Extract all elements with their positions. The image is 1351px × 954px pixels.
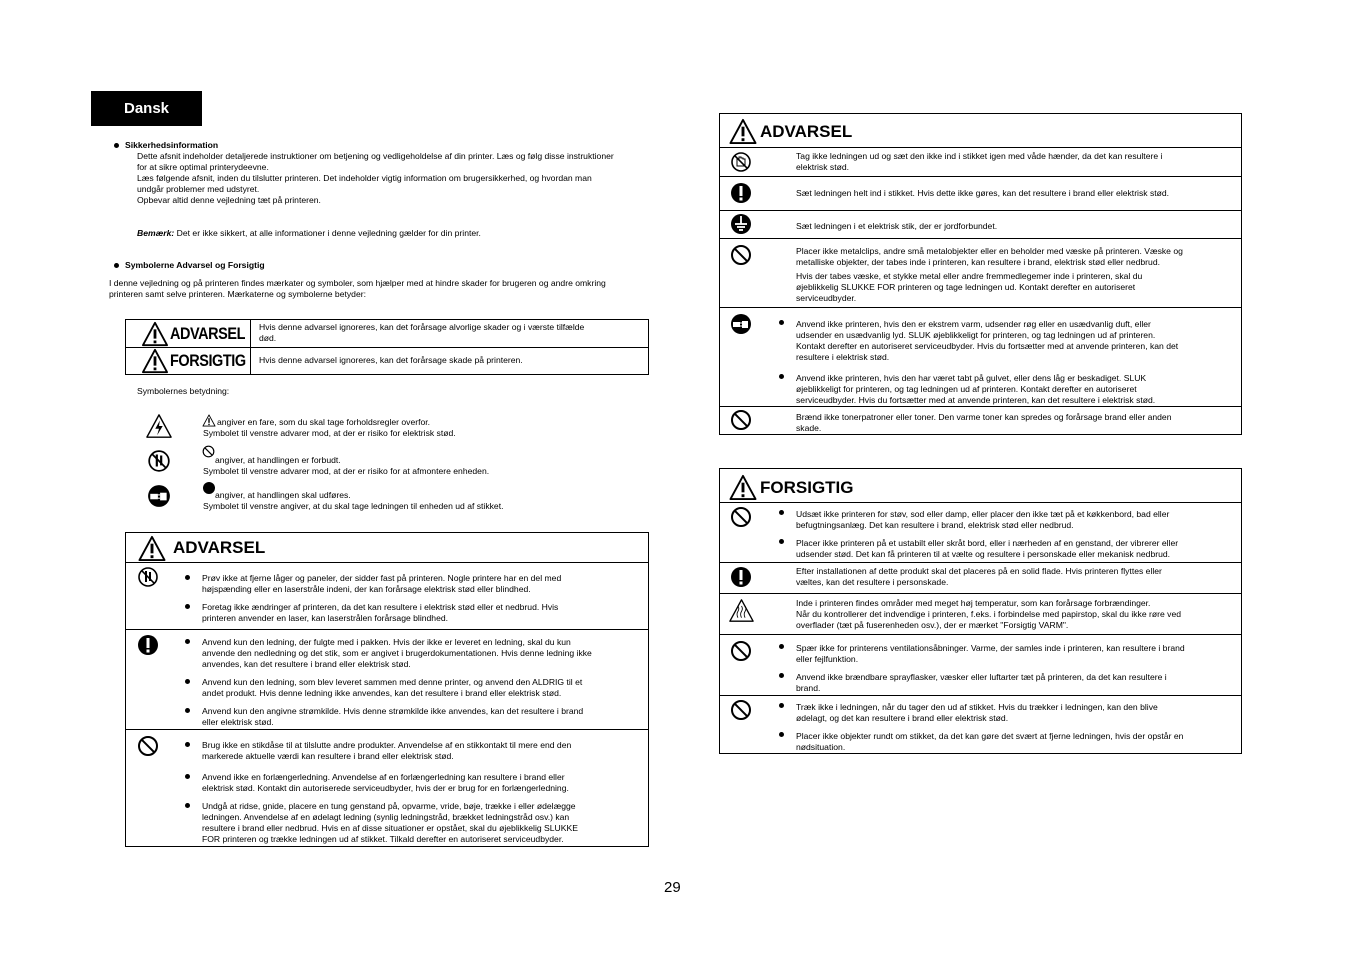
bullet — [185, 803, 190, 808]
warning-item: Tag ikke ledningen ud og sæt den ikke ind i stikket igen med våde hænder, da det kan resultere i elektrisk stød. — [796, 151, 1163, 172]
caution-item: Træk ikke i ledningen, når du tager den ud af stikket. Hvis du trækker i ledningen, kan den blive ødelagt, og det kan resultere i brand eller elektrisk stød. — [796, 702, 1158, 723]
unplug-icon — [147, 484, 171, 508]
prohibition-icon — [730, 640, 752, 662]
divider — [719, 307, 1242, 308]
symbol1-meaning: angiver en fare, som du skal tage forholdsregler overfor. — [217, 417, 431, 427]
bullet — [185, 742, 190, 747]
divider — [719, 238, 1242, 239]
caution-item: Placer ikke printeren på et ustabilt eller skråt bord, eller i nærheden af en genstand, der vibrerer eller udsender stød. Det kan få printeren til at vælte og resultere i personskade eller mekanisk nedbrud. — [796, 538, 1179, 559]
no-disassemble-icon — [147, 449, 171, 473]
warning-item: Anvend ikke en forlængerledning. Anvendelse af en forlængerledning kan resultere i brand eller elektrisk stød. Kontakt din autoriserede serviceudbyder, hvis der er brug for en forlængerledning. — [202, 772, 569, 793]
divider — [719, 562, 1242, 563]
bullet — [185, 679, 190, 684]
bullet — [114, 263, 119, 268]
caution-item: Anvend ikke brændbare sprayflasker, væsker eller luftarter tæt på printeren, da det kan resultere i brand. — [796, 672, 1167, 693]
page-number: 29 — [664, 879, 681, 896]
bullet — [779, 510, 784, 515]
symbol2-description: Symbolet til venstre advarer mod, at der er risiko for at afmontere enheden. — [203, 466, 490, 476]
bullet — [779, 732, 784, 737]
caution-item: Placer ikke objekter rundt om stikket, da det kan gøre det svært at fjerne ledningen, hvis der opstår en nødsituation. — [796, 731, 1184, 752]
symbol3-description: Symbolet til venstre angiver, at du skal tage ledningen til enheden ud af stikket. — [203, 501, 504, 511]
warning-triangle-icon — [728, 118, 758, 145]
warning-triangle-icon — [728, 474, 758, 501]
symbols-meaning-title: Symbolernes betydning: — [137, 386, 230, 396]
warning-item: Anvend ikke printeren, hvis den er ekstrem varm, udsender røg eller en usædvanlig duft, eller udsender en usædvanlig lyd. SLUK øjeblikkeligt for printeren, og tag ledningen ud af printeren. Kontakt derefter en autoriseret serviceudbyder. Hvis du fortsætter med at anvende printeren, kan det resultere i elektrisk stød. — [796, 319, 1179, 362]
prohibition-icon — [730, 506, 752, 528]
bullet — [779, 320, 784, 325]
language-tab: Dansk — [91, 91, 202, 126]
divider — [719, 147, 1242, 148]
warning-item: Anvend kun den ledning, der fulgte med i pakken. Hvis der ikke er leveret en ledning, skal du kun anvende den nedledning og det stik, som er angivet i brugerdokumentationen. Hvis denne ledning ikke anvendes, kan det resultere i brand eller elektrisk stød. — [202, 637, 592, 669]
bullet — [185, 708, 190, 713]
legend-caution-text: Hvis denne advarsel ignoreres, kan det forårsage skade på printeren. — [259, 355, 523, 365]
unplug-icon — [730, 313, 752, 335]
symbol3-meaning: angiver, at handlingen skal udføres. — [215, 490, 351, 500]
warning-item: Foretag ikke ændringer af printeren, da det kan resultere i elektrisk stød eller et nedbrud. Hvis printeren anvender en laser, kan laserstrålen forårsage blindhed. — [202, 602, 559, 623]
bullet — [779, 374, 784, 379]
bullet — [185, 774, 190, 779]
bullet — [779, 539, 784, 544]
symbol2-meaning: angiver, at handlingen er forbudt. — [215, 455, 341, 465]
bullet — [185, 604, 190, 609]
caution-item: Efter installationen af dette produkt skal det placeres på en solid flade. Hvis printeren flyttes eller væltes, kan det resultere i personskade. — [796, 566, 1162, 587]
warning-item: Prøv ikke at fjerne låger og paneler, der sidder fast på printeren. Nogle printere har en del med højspænding eller en laserstråle indeni, der kan forårsage elektrisk stød eller blindhed. — [202, 573, 562, 594]
warning-item: Anvend kun den ledning, som blev leveret sammen med denne printer, og anvend den ALDRIG til et andet produkt. Hvis denne ledning ikke anvendes, kan det resultere i brand eller elektrisk stød. — [202, 677, 583, 698]
warning-triangle-icon — [137, 535, 167, 562]
warning-triangle-icon — [140, 321, 170, 347]
divider — [719, 210, 1242, 211]
bullet — [779, 673, 784, 678]
prohibition-icon — [730, 244, 752, 266]
caution-item: Spær ikke for printerens ventilationsåbninger. Varme, der samles inde i printeren, kan resultere i brand eller fejlfunktion. — [796, 643, 1185, 664]
no-disassemble-icon — [137, 566, 159, 588]
warning-item: Brug ikke en stikdåse til at tilslutte andre produkter. Anvendelse af en stikkontakt til mere end den markerede aktuelle værdi kan resultere i brand eller elektrisk stød. — [202, 740, 572, 761]
ground-icon — [730, 213, 752, 235]
warning-box-title: ADVARSEL — [728, 116, 852, 147]
mandatory-icon — [730, 182, 752, 204]
prohibition-icon — [202, 445, 215, 458]
bullet — [185, 639, 190, 644]
caution-item: Udsæt ikke printeren for støv, sod eller damp, eller placer den ikke tæt på et køkkenbord, bad eller befugtningsanlæg. Det kan resultere i brand, elektrisk stød eller nedbrud. — [796, 509, 1170, 530]
symbol1-description: Symbolet til venstre advarer mod, at der er risiko for elektrisk stød. — [203, 428, 456, 438]
bullet — [779, 644, 784, 649]
legend-warning-text: Hvis denne advarsel ignoreres, kan det forårsage alvorlige skader og i værste tilfælde død. — [259, 322, 585, 343]
legend-caution-label: FORSIGTIG — [140, 348, 259, 374]
divider — [719, 176, 1242, 177]
mandatory-dot-icon — [203, 482, 215, 494]
warning-box-title: ADVARSEL — [137, 534, 265, 562]
mandatory-icon — [730, 566, 752, 588]
legend-warning-label: ADVARSEL — [140, 321, 258, 347]
prohibition-icon — [730, 699, 752, 721]
electric-shock-icon — [145, 413, 173, 439]
warning-triangle-icon — [202, 414, 216, 427]
warning-item: Sæt ledningen helt ind i stikket. Hvis dette ikke gøres, kan det resultere i brand eller elektrisk stød. — [796, 188, 1170, 198]
warning-triangle-icon — [140, 348, 170, 374]
warning-item: Brænd ikke tonerpatroner eller toner. Den varme toner kan spredes og forårsage brand eller anden skade. — [796, 412, 1172, 433]
no-wet-hands-icon — [730, 151, 752, 173]
divider — [125, 562, 649, 563]
section-title-symbols: Symbolerne Advarsel og Forsigtig — [125, 260, 265, 270]
caution-item: Inde i printeren findes områder med meget høj temperatur, som kan forårsage forbrændinger. Når du kontrollerer det indvendige i printeren, f.eks. i forbindelse med papirstop, skal du ikke røre ved overflader (tæt på fuserenheden osv.), der er mærket "Forsigtig VARM". — [796, 598, 1182, 630]
prohibition-icon — [137, 735, 159, 757]
warning-item: Sæt ledningen i et elektrisk stik, der er jordforbundet. — [796, 221, 998, 231]
divider — [719, 634, 1242, 635]
divider — [719, 593, 1242, 594]
warning-item: Placer ikke metalclips, andre små metalobjekter eller en beholder med væske på printeren. Væske og metalliske objekter, der tabes inde i printeren, kan resultere i brand, elektrisk stød eller nedbrud. Hvis der tabes væske, et stykke metal eller andre fremmedlegemer inde i printeren, skal du øjeblikkelig SLUKKE FOR printeren og tage ledningen ud. Kontakt derefter en autoriseret serviceudbyder. — [796, 246, 1183, 303]
divider — [719, 695, 1242, 696]
divider — [125, 729, 649, 730]
prohibition-icon — [730, 409, 752, 431]
warning-item: Anvend kun den angivne strømkilde. Hvis denne strømkilde ikke anvendes, kan det resultere i brand eller elektrisk stød. — [202, 706, 584, 727]
bullet — [185, 575, 190, 580]
section-title-safety: Sikkerhedsinformation — [125, 140, 219, 150]
note: Bemærk: Det er ikke sikkert, at alle informationer i denne vejledning gælder for din printer. — [137, 228, 481, 238]
safety-intro: Dette afsnit indeholder detaljerede instruktioner om betjening og vedligeholdelse af din printer. Læs og følg disse instruktioner for at sikre optimal printerydeevne. Læs følgende afsnit, inden du tilslutter printeren. Det indeholder vigtig information om brugersikkerhed, og hvordan man undgår problemer med udstyret. Opbevar altid denne vejledning tæt på printeren. — [137, 151, 614, 205]
bullet — [779, 703, 784, 708]
warning-item: Undgå at ridse, gnide, placere en tung genstand på, opvarme, vride, bøje, trække i eller ødelægge ledningen. Anvendelse af en ødelagt ledning (synlig ledningstråd, brækket ledningstråd osv.) kan resultere i brand eller nedbrud. Hvis en af disse situationer er opstået, skal du øjeblikkelig SLUKKE FOR printeren og trække ledningen ud af stikket. Tilkald derefter en autoriseret serviceudbyder. — [202, 801, 578, 844]
bullet — [114, 143, 119, 148]
mandatory-icon — [137, 634, 159, 656]
divider — [125, 629, 649, 630]
hot-surface-icon — [728, 598, 755, 623]
caution-box-title: FORSIGTIG — [728, 472, 854, 503]
symbols-intro: I denne vejledning og på printeren findes mærkater og symboler, som hjælper med at hindre skader for brugeren og andre omkring printeren samt selve printeren. Mærkaterne og symbolerne betyder: — [109, 278, 606, 299]
divider — [719, 406, 1242, 407]
warning-item: Anvend ikke printeren, hvis den har været tabt på gulvet, eller dens låg er beskadiget. SLUK øjeblikkeligt for printeren, og tag ledningen ud af printeren. Kontakt derefter en autoriseret serviceudbyder. Hvis du fortsætter med at anvende printeren, kan det resultere i elektrisk stød. — [796, 373, 1156, 405]
divider — [719, 502, 1242, 503]
